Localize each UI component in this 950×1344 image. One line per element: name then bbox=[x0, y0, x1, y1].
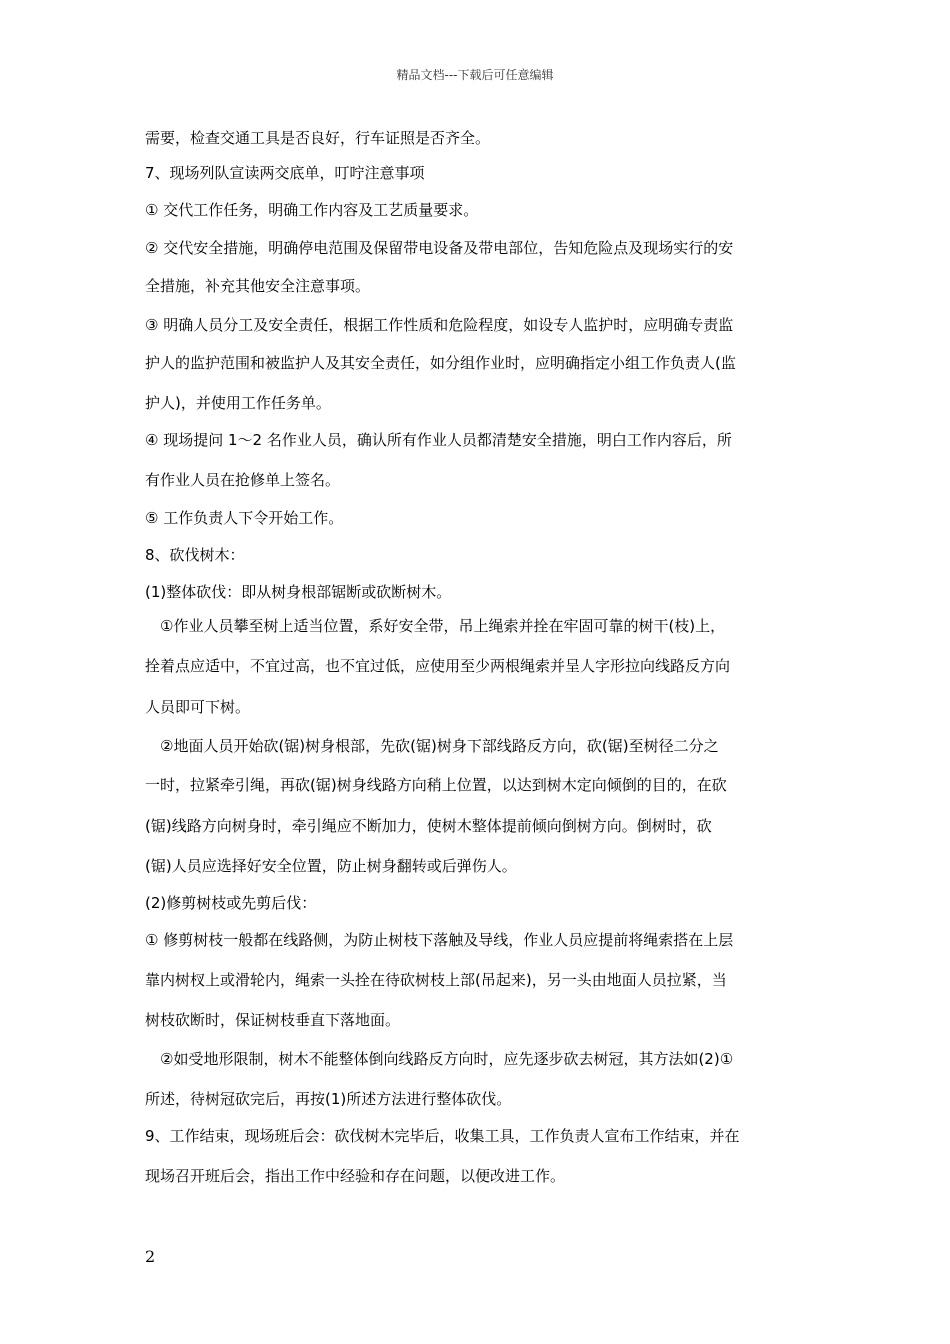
text-line: 有作业人员在抢修单上签名。 bbox=[145, 471, 341, 489]
text-line: 7、现场列队宣读两交底单，叮咛注意事项 bbox=[145, 164, 425, 182]
text-line: 所述，待树冠砍完后，再按(1)所述方法进行整体砍伐。 bbox=[145, 1090, 512, 1108]
text-line: 全措施，补充其他安全注意事项。 bbox=[145, 277, 371, 295]
text-line: (锯)线路方向树身时，牵引绳应不断加力，使树木整体提前倾向倒树方向。倒树时，砍 bbox=[145, 817, 712, 835]
text-line: ① 交代工作任务，明确工作内容及工艺质量要求。 bbox=[145, 201, 479, 219]
text-line: ③ 明确人员分工及安全责任，根据工作性质和危险程度，如设专人监护时，应明确专责监 bbox=[145, 316, 734, 334]
text-line: 树枝砍断时，保证树枝垂直下落地面。 bbox=[145, 1011, 401, 1029]
text-line: (锯)人员应选择好安全位置，防止树身翻转或后弹伤人。 bbox=[145, 857, 517, 875]
text-line: ④ 现场提问 1～2 名作业人员，确认所有作业人员都清楚安全措施，明白工作内容后，所 bbox=[145, 431, 732, 449]
text-line: (1)整体砍伐：即从树身根部锯断或砍断树木。 bbox=[145, 583, 452, 601]
text-line: ⑤ 工作负责人下令开始工作。 bbox=[145, 509, 344, 527]
text-line: (2)修剪树枝或先剪后伐： bbox=[145, 894, 317, 912]
text-line: 护人)，并使用工作任务单。 bbox=[145, 394, 331, 412]
text-line: ①作业人员攀至树上适当位置，系好安全带，吊上绳索并拴在牢固可靠的树干(枝)上， bbox=[145, 617, 726, 635]
text-line: 靠内树杈上或滑轮内，绳索一头拴在待砍树枝上部(吊起来)，另一头由地面人员拉紧，当 bbox=[145, 971, 727, 989]
text-line: 现场召开班后会，指出工作中经验和存在问题，以便改进工作。 bbox=[145, 1167, 566, 1185]
page-header: 精品文档---下载后可任意编辑 bbox=[396, 68, 554, 82]
text-line: ① 修剪树枝一般都在线路侧，为防止树枝下落触及导线，作业人员应提前将绳索搭在上层 bbox=[145, 931, 734, 949]
text-line: 需要，检查交通工具是否良好，行车证照是否齐全。 bbox=[145, 129, 491, 147]
text-line: ② 交代安全措施，明确停电范围及保留带电设备及带电部位，告知危险点及现场实行的安 bbox=[145, 239, 734, 257]
page-number: 2 bbox=[145, 1247, 156, 1266]
text-line: 8、砍伐树木： bbox=[145, 546, 245, 564]
text-line: ②地面人员开始砍(锯)树身根部，先砍(锯)树身下部线路反方向，砍(锯)至树径二分之 bbox=[145, 737, 719, 755]
text-line: 一时，拉紧牵引绳，再砍(锯)树身线路方向稍上位置，以达到树木定向倾倒的目的，在砍 bbox=[145, 776, 727, 794]
text-line: ②如受地形限制，树木不能整体倒向线路反方向时，应先逐步砍去树冠，其方法如(2)① bbox=[145, 1050, 734, 1068]
text-line: 护人的监护范围和被监护人及其安全责任，如分组作业时，应明确指定小组工作负责人(监 bbox=[145, 354, 736, 372]
text-line: 人员即可下树。 bbox=[145, 698, 251, 716]
text-line: 9、工作结束，现场班后会：砍伐树木完毕后，收集工具，工作负责人宣布工作结束，并在 bbox=[145, 1127, 740, 1145]
text-line: 拴着点应适中，不宜过高，也不宜过低，应使用至少两根绳索并呈人字形拉向线路反方向 bbox=[145, 657, 731, 675]
